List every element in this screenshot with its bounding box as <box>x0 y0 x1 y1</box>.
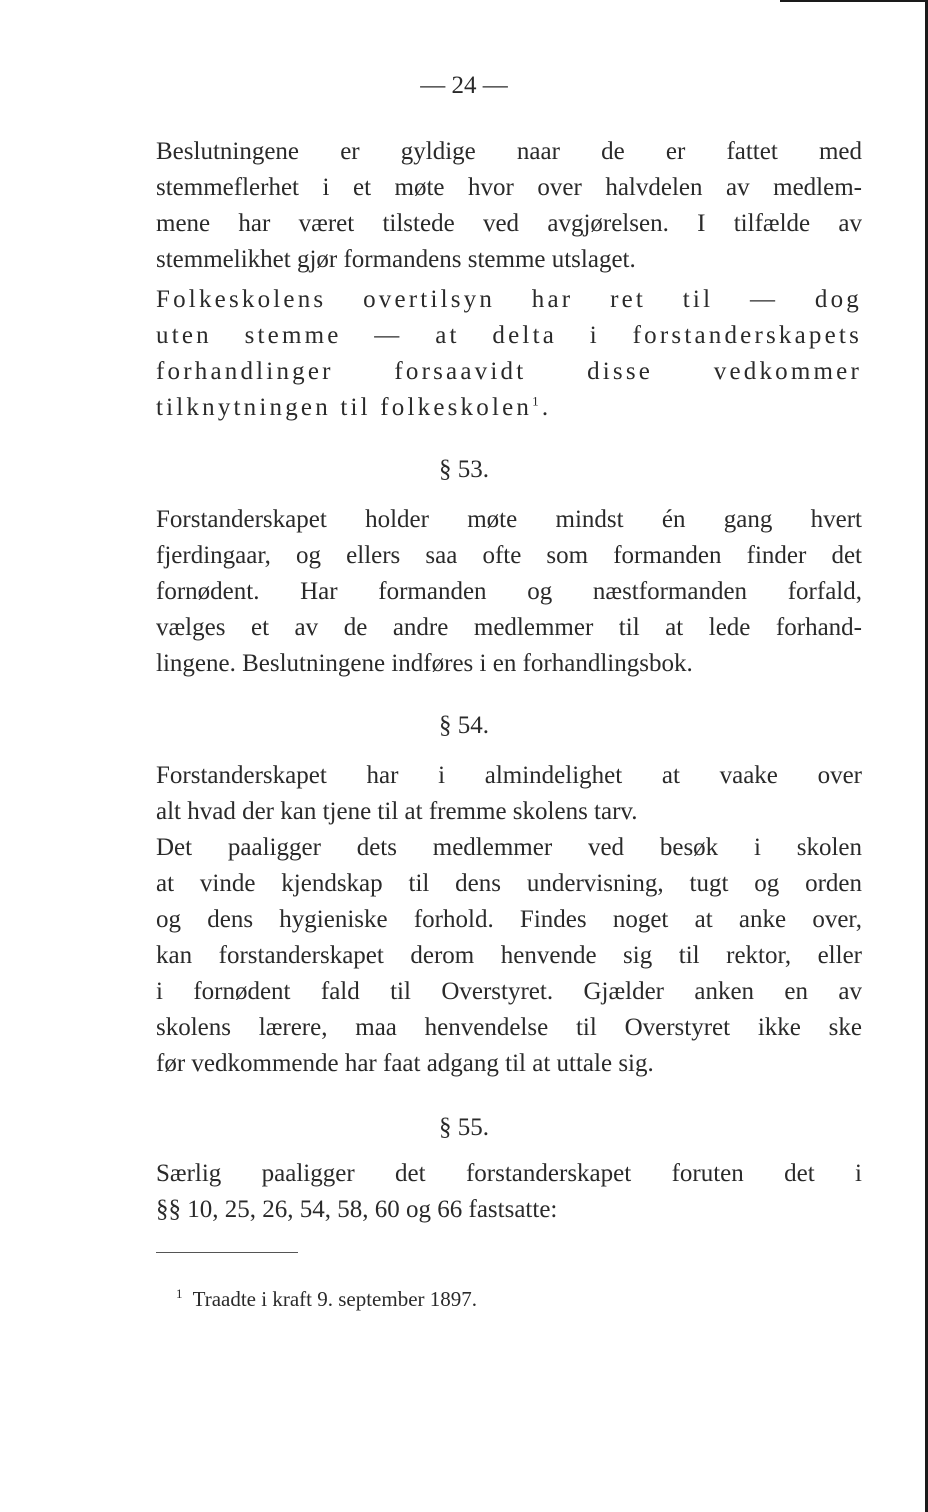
text-line: kan forstanderskapet derom henvende sig til rektor, eller <box>156 942 862 969</box>
text-line: skolens lærere, maa henvendelse til Overstyret ikke ske <box>156 1014 862 1041</box>
text-line: mene har været tilstede ved avgjørelsen. I tilfælde av <box>156 210 862 237</box>
footnote-separator <box>156 1252 298 1253</box>
text-line-end: . <box>541 394 552 421</box>
text-line <box>156 390 862 426</box>
text-line: §§ 10, 25, 26, 54, 58, 60 og 66 fastsatte: <box>156 1196 558 1223</box>
text-line: Beslutningene er gyldige naar de er fattet med <box>156 138 862 165</box>
text-line: Folkeskolens overtilsyn har ret til — dog <box>156 286 862 313</box>
text-line: at vinde kjendskap til dens undervisning, tugt og orden <box>156 870 862 897</box>
text-line: Det paaligger dets medlemmer ved besøk i skolen <box>156 834 862 861</box>
text-line: stemmelikhet gjør formandens stemme utslaget. <box>156 246 636 273</box>
text-line: lingene. Beslutningene indføres i en forhandlingsbok. <box>156 650 693 677</box>
text-line: Særlig paaligger det forstanderskapet foruten det i <box>156 1160 862 1187</box>
section-heading: § 53. <box>439 456 489 483</box>
footnote-ref: 1 <box>532 393 542 409</box>
text-line: fjerdingaar, og ellers saa ofte som formanden finder det <box>156 542 862 569</box>
text-line: alt hvad der kan tjene til at fremme skolens tarv. <box>156 798 638 825</box>
text-line: fornødent. Har formanden og næstformanden forfald, <box>156 578 862 605</box>
text-line: Forstanderskapet har i almindelighet at vaake over <box>156 762 862 789</box>
text-line: uten stemme — at delta i forstanderskapets <box>156 322 862 349</box>
text-line: stemmeflerhet i et møte hvor over halvdelen av medlem- <box>156 174 862 201</box>
section-heading: § 54. <box>439 712 489 739</box>
section-heading: § 55. <box>439 1114 489 1141</box>
text-line: før vedkommende har faat adgang til at uttale sig. <box>156 1050 654 1077</box>
footnote <box>176 1284 477 1314</box>
text-line: forhandlinger forsaavidt disse vedkommer <box>156 358 862 385</box>
text-line-body: tilknytningen til folkeskolen <box>156 394 533 421</box>
text-line: Forstanderskapet holder møte mindst én gang hvert <box>156 506 862 533</box>
page-number: — 24 — <box>420 72 508 99</box>
scan-edge-top <box>780 0 928 2</box>
text-line: og dens hygieniske forhold. Findes noget at anke over, <box>156 906 862 933</box>
footnote-text: Traadte i kraft 9. september 1897. <box>192 1287 478 1311</box>
text-line: i fornødent fald til Overstyret. Gjælder anken en av <box>156 978 862 1005</box>
text-line: vælges et av de andre medlemmer til at lede forhand- <box>156 614 862 641</box>
footnote-mark: 1 <box>176 1286 183 1301</box>
